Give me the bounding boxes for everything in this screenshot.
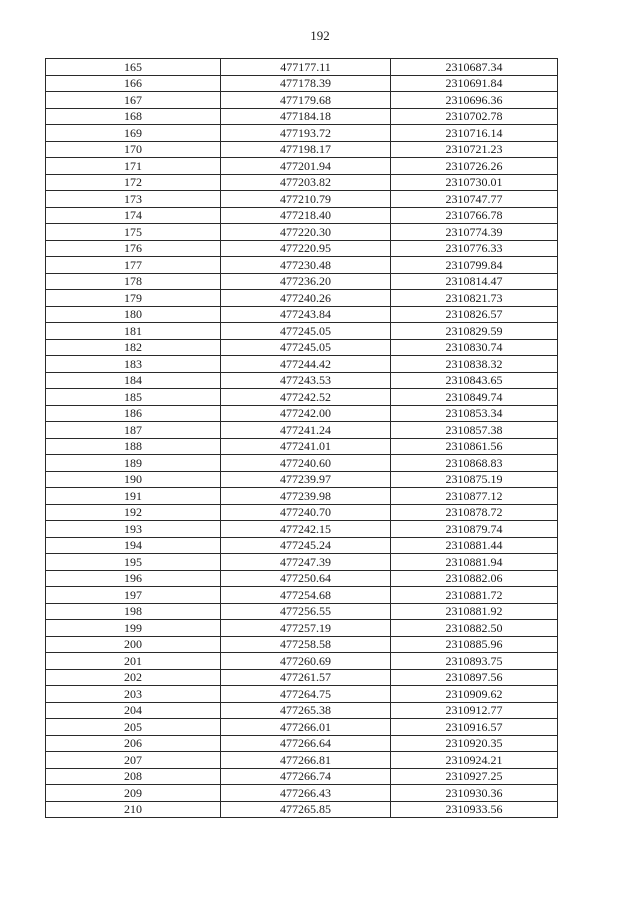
y-coordinate-cell: 2310829.59 xyxy=(391,323,558,340)
page-number: 192 xyxy=(310,28,330,43)
x-coordinate-cell: 477239.97 xyxy=(221,471,391,488)
table-row xyxy=(46,290,558,307)
x-coordinate-cell: 477261.57 xyxy=(221,669,391,686)
x-coordinate-cell: 477242.52 xyxy=(221,389,391,406)
x-coordinate-cell: 477241.24 xyxy=(221,422,391,439)
y-coordinate-cell: 2310814.47 xyxy=(391,273,558,290)
point-number-cell: 175 xyxy=(46,224,221,241)
y-coordinate-cell: 2310920.35 xyxy=(391,735,558,752)
point-number-cell: 209 xyxy=(46,785,221,802)
point-number-cell: 208 xyxy=(46,768,221,785)
y-coordinate-cell: 2310702.78 xyxy=(391,108,558,125)
point-number-cell: 197 xyxy=(46,587,221,604)
y-coordinate-cell: 2310830.74 xyxy=(391,339,558,356)
point-number-cell: 183 xyxy=(46,356,221,373)
table-row xyxy=(46,504,558,521)
y-coordinate-cell: 2310909.62 xyxy=(391,686,558,703)
y-coordinate-cell: 2310696.36 xyxy=(391,92,558,109)
point-number-cell: 196 xyxy=(46,570,221,587)
table-row xyxy=(46,471,558,488)
table-row xyxy=(46,356,558,373)
table-row xyxy=(46,174,558,191)
y-coordinate-cell: 2310774.39 xyxy=(391,224,558,241)
x-coordinate-cell: 477250.64 xyxy=(221,570,391,587)
table-row xyxy=(46,587,558,604)
point-number-cell: 184 xyxy=(46,372,221,389)
y-coordinate-cell: 2310687.34 xyxy=(391,59,558,76)
table-row xyxy=(46,323,558,340)
x-coordinate-cell: 477177.11 xyxy=(221,59,391,76)
table-row xyxy=(46,620,558,637)
point-number-cell: 194 xyxy=(46,537,221,554)
x-coordinate-cell: 477244.42 xyxy=(221,356,391,373)
point-number-cell: 206 xyxy=(46,735,221,752)
x-coordinate-cell: 477203.82 xyxy=(221,174,391,191)
point-number-cell: 202 xyxy=(46,669,221,686)
x-coordinate-cell: 477265.85 xyxy=(221,801,391,818)
point-number-cell: 168 xyxy=(46,108,221,125)
x-coordinate-cell: 477242.00 xyxy=(221,405,391,422)
y-coordinate-cell: 2310826.57 xyxy=(391,306,558,323)
table-row xyxy=(46,422,558,439)
y-coordinate-cell: 2310893.75 xyxy=(391,653,558,670)
table-row xyxy=(46,59,558,76)
x-coordinate-cell: 477265.38 xyxy=(221,702,391,719)
table-row xyxy=(46,785,558,802)
x-coordinate-cell: 477264.75 xyxy=(221,686,391,703)
point-number-cell: 204 xyxy=(46,702,221,719)
point-number-cell: 199 xyxy=(46,620,221,637)
y-coordinate-cell: 2310799.84 xyxy=(391,257,558,274)
point-number-cell: 176 xyxy=(46,240,221,257)
x-coordinate-cell: 477179.68 xyxy=(221,92,391,109)
table-row xyxy=(46,669,558,686)
coordinates-table-body xyxy=(46,59,558,818)
x-coordinate-cell: 477220.95 xyxy=(221,240,391,257)
table-row xyxy=(46,603,558,620)
y-coordinate-cell: 2310853.34 xyxy=(391,405,558,422)
table-row xyxy=(46,554,558,571)
y-coordinate-cell: 2310916.57 xyxy=(391,719,558,736)
table-row xyxy=(46,141,558,158)
x-coordinate-cell: 477220.30 xyxy=(221,224,391,241)
table-row xyxy=(46,257,558,274)
point-number-cell: 195 xyxy=(46,554,221,571)
point-number-cell: 192 xyxy=(46,504,221,521)
x-coordinate-cell: 477245.05 xyxy=(221,339,391,356)
y-coordinate-cell: 2310843.65 xyxy=(391,372,558,389)
y-coordinate-cell: 2310730.01 xyxy=(391,174,558,191)
table-row xyxy=(46,207,558,224)
point-number-cell: 180 xyxy=(46,306,221,323)
table-row xyxy=(46,719,558,736)
point-number-cell: 174 xyxy=(46,207,221,224)
y-coordinate-cell: 2310879.74 xyxy=(391,521,558,538)
point-number-cell: 171 xyxy=(46,158,221,175)
point-number-cell: 205 xyxy=(46,719,221,736)
table-row xyxy=(46,768,558,785)
x-coordinate-cell: 477247.39 xyxy=(221,554,391,571)
y-coordinate-cell: 2310857.38 xyxy=(391,422,558,439)
point-number-cell: 172 xyxy=(46,174,221,191)
y-coordinate-cell: 2310885.96 xyxy=(391,636,558,653)
point-number-cell: 187 xyxy=(46,422,221,439)
x-coordinate-cell: 477243.84 xyxy=(221,306,391,323)
y-coordinate-cell: 2310747.77 xyxy=(391,191,558,208)
y-coordinate-cell: 2310861.56 xyxy=(391,438,558,455)
x-coordinate-cell: 477193.72 xyxy=(221,125,391,142)
point-number-cell: 178 xyxy=(46,273,221,290)
table-row xyxy=(46,455,558,472)
y-coordinate-cell: 2310776.33 xyxy=(391,240,558,257)
x-coordinate-cell: 477239.98 xyxy=(221,488,391,505)
table-row xyxy=(46,735,558,752)
table-row xyxy=(46,636,558,653)
x-coordinate-cell: 477260.69 xyxy=(221,653,391,670)
point-number-cell: 181 xyxy=(46,323,221,340)
y-coordinate-cell: 2310868.83 xyxy=(391,455,558,472)
point-number-cell: 198 xyxy=(46,603,221,620)
point-number-cell: 200 xyxy=(46,636,221,653)
point-number-cell: 188 xyxy=(46,438,221,455)
table-row xyxy=(46,75,558,92)
point-number-cell: 193 xyxy=(46,521,221,538)
table-row xyxy=(46,702,558,719)
y-coordinate-cell: 2310882.50 xyxy=(391,620,558,637)
y-coordinate-cell: 2310881.92 xyxy=(391,603,558,620)
x-coordinate-cell: 477241.01 xyxy=(221,438,391,455)
y-coordinate-cell: 2310881.94 xyxy=(391,554,558,571)
table-row xyxy=(46,653,558,670)
coordinates-table xyxy=(45,58,558,818)
point-number-cell: 201 xyxy=(46,653,221,670)
x-coordinate-cell: 477240.26 xyxy=(221,290,391,307)
x-coordinate-cell: 477266.43 xyxy=(221,785,391,802)
y-coordinate-cell: 2310716.14 xyxy=(391,125,558,142)
point-number-cell: 166 xyxy=(46,75,221,92)
table-row xyxy=(46,240,558,257)
point-number-cell: 203 xyxy=(46,686,221,703)
point-number-cell: 179 xyxy=(46,290,221,307)
x-coordinate-cell: 477266.81 xyxy=(221,752,391,769)
x-coordinate-cell: 477266.64 xyxy=(221,735,391,752)
point-number-cell: 210 xyxy=(46,801,221,818)
x-coordinate-cell: 477245.24 xyxy=(221,537,391,554)
point-number-cell: 170 xyxy=(46,141,221,158)
point-number-cell: 169 xyxy=(46,125,221,142)
x-coordinate-cell: 477198.17 xyxy=(221,141,391,158)
y-coordinate-cell: 2310821.73 xyxy=(391,290,558,307)
x-coordinate-cell: 477184.18 xyxy=(221,108,391,125)
table-row xyxy=(46,191,558,208)
point-number-cell: 173 xyxy=(46,191,221,208)
point-number-cell: 165 xyxy=(46,59,221,76)
y-coordinate-cell: 2310912.77 xyxy=(391,702,558,719)
y-coordinate-cell: 2310875.19 xyxy=(391,471,558,488)
table-row xyxy=(46,521,558,538)
y-coordinate-cell: 2310881.72 xyxy=(391,587,558,604)
table-row xyxy=(46,570,558,587)
point-number-cell: 185 xyxy=(46,389,221,406)
x-coordinate-cell: 477254.68 xyxy=(221,587,391,604)
y-coordinate-cell: 2310721.23 xyxy=(391,141,558,158)
point-number-cell: 191 xyxy=(46,488,221,505)
table-row xyxy=(46,108,558,125)
point-number-cell: 167 xyxy=(46,92,221,109)
y-coordinate-cell: 2310726.26 xyxy=(391,158,558,175)
table-row xyxy=(46,405,558,422)
x-coordinate-cell: 477266.01 xyxy=(221,719,391,736)
table-row xyxy=(46,92,558,109)
table-row xyxy=(46,273,558,290)
y-coordinate-cell: 2310897.56 xyxy=(391,669,558,686)
x-coordinate-cell: 477240.60 xyxy=(221,455,391,472)
x-coordinate-cell: 477266.74 xyxy=(221,768,391,785)
x-coordinate-cell: 477236.20 xyxy=(221,273,391,290)
table-row xyxy=(46,339,558,356)
y-coordinate-cell: 2310838.32 xyxy=(391,356,558,373)
x-coordinate-cell: 477218.40 xyxy=(221,207,391,224)
point-number-cell: 190 xyxy=(46,471,221,488)
table-row xyxy=(46,686,558,703)
x-coordinate-cell: 477243.53 xyxy=(221,372,391,389)
x-coordinate-cell: 477178.39 xyxy=(221,75,391,92)
table-row xyxy=(46,537,558,554)
y-coordinate-cell: 2310766.78 xyxy=(391,207,558,224)
x-coordinate-cell: 477210.79 xyxy=(221,191,391,208)
table-row xyxy=(46,372,558,389)
x-coordinate-cell: 477240.70 xyxy=(221,504,391,521)
x-coordinate-cell: 477230.48 xyxy=(221,257,391,274)
table-row xyxy=(46,306,558,323)
table-row xyxy=(46,125,558,142)
y-coordinate-cell: 2310930.36 xyxy=(391,785,558,802)
y-coordinate-cell: 2310849.74 xyxy=(391,389,558,406)
x-coordinate-cell: 477242.15 xyxy=(221,521,391,538)
y-coordinate-cell: 2310881.44 xyxy=(391,537,558,554)
y-coordinate-cell: 2310877.12 xyxy=(391,488,558,505)
point-number-cell: 182 xyxy=(46,339,221,356)
table-row xyxy=(46,801,558,818)
table-row xyxy=(46,158,558,175)
table-row xyxy=(46,752,558,769)
x-coordinate-cell: 477201.94 xyxy=(221,158,391,175)
table-row xyxy=(46,438,558,455)
y-coordinate-cell: 2310882.06 xyxy=(391,570,558,587)
table-row xyxy=(46,488,558,505)
y-coordinate-cell: 2310878.72 xyxy=(391,504,558,521)
table-row xyxy=(46,224,558,241)
x-coordinate-cell: 477257.19 xyxy=(221,620,391,637)
y-coordinate-cell: 2310924.21 xyxy=(391,752,558,769)
x-coordinate-cell: 477256.55 xyxy=(221,603,391,620)
y-coordinate-cell: 2310933.56 xyxy=(391,801,558,818)
x-coordinate-cell: 477258.58 xyxy=(221,636,391,653)
point-number-cell: 189 xyxy=(46,455,221,472)
x-coordinate-cell: 477245.05 xyxy=(221,323,391,340)
y-coordinate-cell: 2310691.84 xyxy=(391,75,558,92)
point-number-cell: 207 xyxy=(46,752,221,769)
point-number-cell: 177 xyxy=(46,257,221,274)
table-row xyxy=(46,389,558,406)
point-number-cell: 186 xyxy=(46,405,221,422)
y-coordinate-cell: 2310927.25 xyxy=(391,768,558,785)
